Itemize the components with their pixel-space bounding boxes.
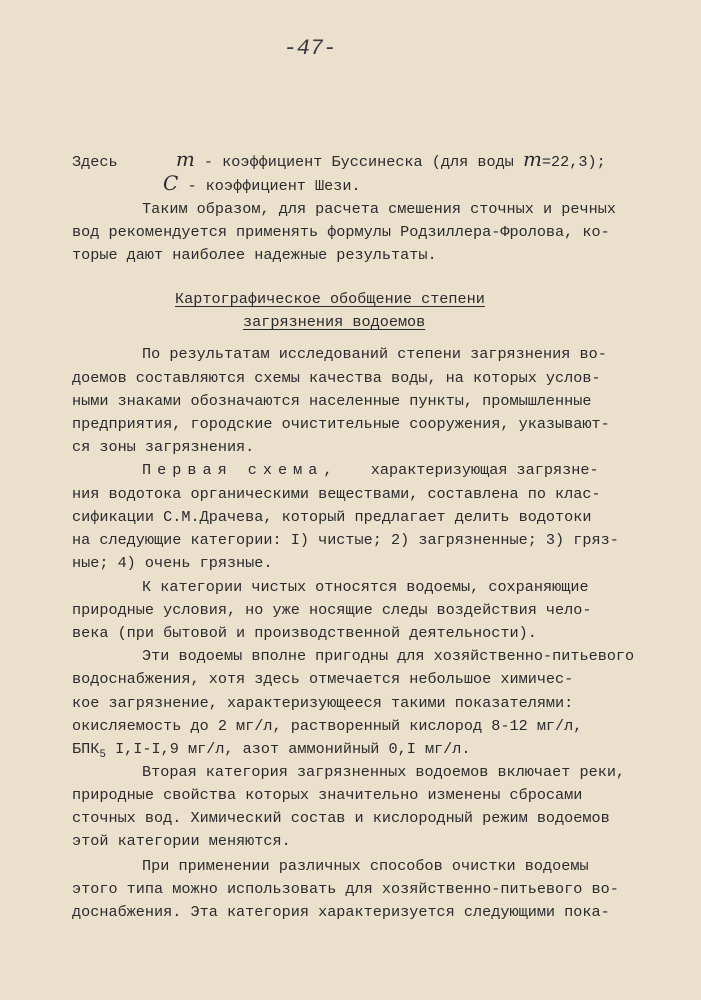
text-line: ные; 4) очень грязные. bbox=[72, 554, 273, 572]
word-here: Здесь bbox=[72, 153, 118, 171]
text-fragment: характеризующая загрязне- bbox=[370, 461, 599, 479]
text-line: этой категории меняются. bbox=[72, 832, 291, 850]
text-line: природные свойства которых значительно изменены сбросами bbox=[72, 786, 583, 804]
section-heading-line: загрязнения водоемов bbox=[243, 313, 426, 331]
bod-subscript: 5 bbox=[99, 749, 106, 762]
c-description: - коэффициент Шези. bbox=[187, 177, 361, 195]
section-heading-line: Картографическое обобщение степени bbox=[175, 290, 485, 308]
c-symbol: C bbox=[163, 171, 179, 195]
bod-values: I,I-I,9 мг/л, азот аммонийный 0,I мг/л. bbox=[105, 740, 471, 758]
text-line: К категории чистых относятся водоемы, сохраняющие bbox=[142, 578, 589, 596]
text-line: доемов составляются схемы качества воды, на которых услов- bbox=[72, 369, 601, 387]
text-line: на следующие категории: I) чистые; 2) загрязненные; 3) гряз- bbox=[72, 531, 619, 549]
text-line: ся зоны загрязнения. bbox=[72, 438, 255, 456]
text-line: сточных вод. Химический состав и кислородный режим водоемов bbox=[72, 809, 610, 827]
bod-prefix: БПК bbox=[72, 740, 100, 758]
spaced-emphasis: Первая схема, bbox=[142, 461, 339, 479]
text-line: водоснабжения, хотя здесь отмечается небольшое химичес- bbox=[72, 670, 574, 688]
m-value: =22,3); bbox=[541, 153, 606, 171]
text-line: Вторая категория загрязненных водоемов включает реки, bbox=[142, 763, 626, 781]
bod-line bbox=[72, 740, 471, 764]
text-line: По результатам исследований степени загрязнения во- bbox=[142, 345, 607, 363]
page-number: -47- bbox=[283, 36, 337, 61]
text-line: ными знаками обозначаются населенные пункты, промышленные bbox=[72, 392, 592, 410]
first-scheme-line bbox=[142, 461, 599, 479]
definition-line-c bbox=[163, 171, 361, 195]
text-line: века (при бытовой и производственной деятельности). bbox=[72, 624, 537, 642]
text-line: окисляемость до 2 мг/л, растворенный кислород 8-12 мг/л, bbox=[72, 717, 583, 735]
text-line: При применении различных способов очистки водоемы bbox=[142, 857, 589, 875]
text-line: природные условия, но уже носящие следы воздействия чело- bbox=[72, 601, 592, 619]
m-symbol: m bbox=[175, 147, 195, 171]
m-eq-symbol: m bbox=[522, 147, 542, 171]
text-line: доснабжения. Эта категория характеризуется следующими пока- bbox=[72, 903, 610, 921]
text-line: сификации С.М.Драчева, который предлагает делить водотоки bbox=[72, 508, 592, 526]
text-line: кое загрязнение, характеризующееся такими показателями: bbox=[72, 694, 574, 712]
text-line: Эти водоемы вполне пригодны для хозяйственно-питьевого bbox=[142, 647, 635, 665]
text-line: предприятия, городские очистительные сооружения, указывают- bbox=[72, 415, 610, 433]
text-line: ния водотока органическими веществами, составлена по клас- bbox=[72, 485, 601, 503]
text-line: Таким образом, для расчета смешения сточных и речных bbox=[142, 200, 616, 218]
text-line: вод рекомендуется применять формулы Родзиллера-Фролова, ко- bbox=[72, 223, 610, 241]
text-line: этого типа можно использовать для хозяйственно-питьевого во- bbox=[72, 880, 619, 898]
text-line: торые дают наиболее надежные результаты. bbox=[72, 246, 437, 264]
m-description: - коэффициент Буссинеска (для воды bbox=[203, 153, 514, 171]
definition-line-m bbox=[72, 147, 606, 171]
